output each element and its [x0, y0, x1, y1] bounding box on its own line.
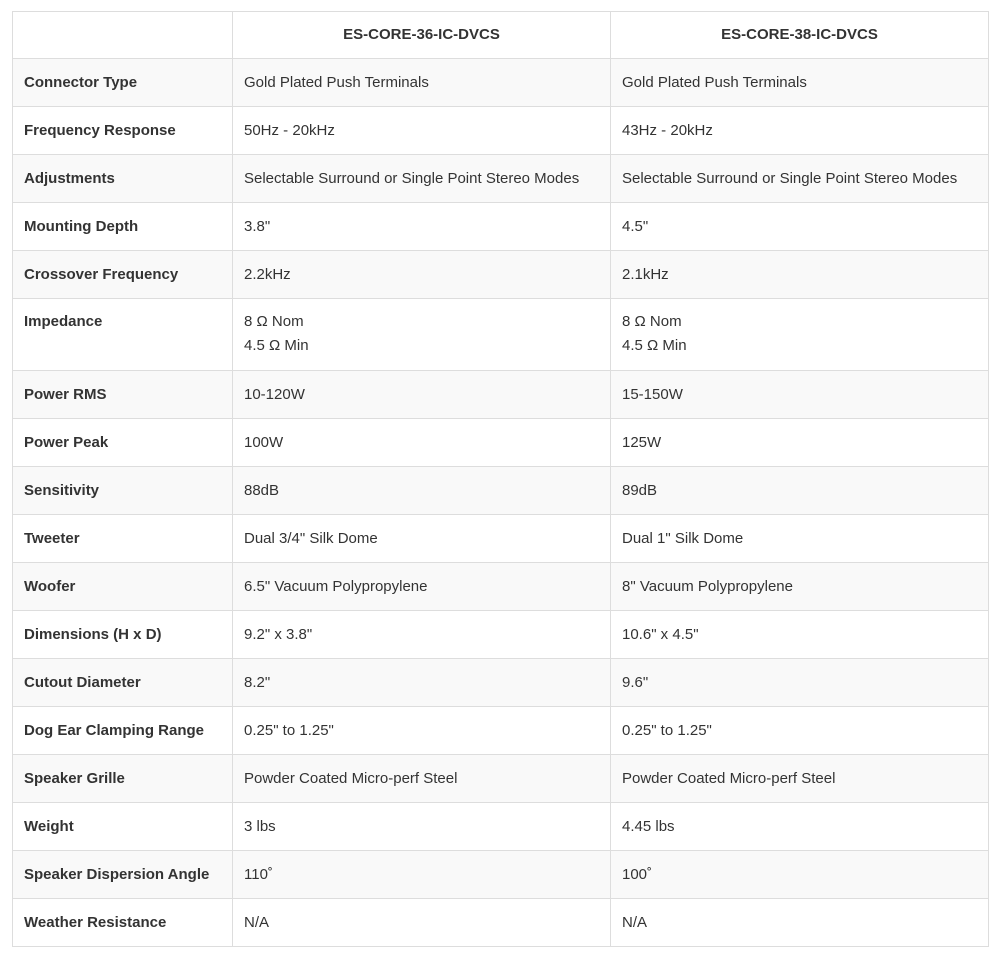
row-label: Dimensions (H x D)	[13, 611, 233, 659]
value-model-b: Dual 1" Silk Dome	[611, 515, 989, 563]
table-row	[13, 203, 989, 251]
table-row	[13, 299, 989, 371]
value-model-a: Dual 3/4" Silk Dome	[233, 515, 611, 563]
value-model-a: 10-120W	[233, 371, 611, 419]
row-label: Mounting Depth	[13, 203, 233, 251]
row-label: Adjustments	[13, 155, 233, 203]
table-row	[13, 611, 989, 659]
header-row	[13, 12, 989, 59]
value-model-a: 88dB	[233, 467, 611, 515]
table-row	[13, 59, 989, 107]
value-model-b: 89dB	[611, 467, 989, 515]
value-model-a	[233, 299, 611, 371]
table-row	[13, 155, 989, 203]
value-model-b: 4.45 lbs	[611, 803, 989, 851]
table-row	[13, 467, 989, 515]
value-model-a: Gold Plated Push Terminals	[233, 59, 611, 107]
value-model-a: Selectable Surround or Single Point Stereo Modes	[233, 155, 611, 203]
row-label: Weight	[13, 803, 233, 851]
header-corner-cell	[13, 12, 233, 59]
value-model-a: 50Hz - 20kHz	[233, 107, 611, 155]
value-model-a: 9.2" x 3.8"	[233, 611, 611, 659]
value-model-b: 43Hz - 20kHz	[611, 107, 989, 155]
table-row	[13, 899, 989, 947]
table-row	[13, 659, 989, 707]
table-row	[13, 419, 989, 467]
row-label: Crossover Frequency	[13, 251, 233, 299]
row-label: Sensitivity	[13, 467, 233, 515]
value-model-b: 4.5"	[611, 203, 989, 251]
table-row	[13, 755, 989, 803]
value-model-a: Powder Coated Micro-perf Steel	[233, 755, 611, 803]
row-label: Weather Resistance	[13, 899, 233, 947]
value-model-b: 0.25" to 1.25"	[611, 707, 989, 755]
row-label: Frequency Response	[13, 107, 233, 155]
value-model-a: 3.8"	[233, 203, 611, 251]
value-model-b: 2.1kHz	[611, 251, 989, 299]
table-body	[13, 59, 989, 947]
table-header	[13, 12, 989, 59]
value-model-b: 15-150W	[611, 371, 989, 419]
row-label: Dog Ear Clamping Range	[13, 707, 233, 755]
table-row	[13, 563, 989, 611]
value-model-a: 3 lbs	[233, 803, 611, 851]
value-model-b: Gold Plated Push Terminals	[611, 59, 989, 107]
value-line: 4.5 Ω Min	[622, 337, 687, 354]
value-model-b: 9.6"	[611, 659, 989, 707]
value-model-a: N/A	[233, 899, 611, 947]
value-model-b: Powder Coated Micro-perf Steel	[611, 755, 989, 803]
table-row	[13, 107, 989, 155]
value-model-a: 2.2kHz	[233, 251, 611, 299]
table-row	[13, 371, 989, 419]
value-model-b: 8" Vacuum Polypropylene	[611, 563, 989, 611]
value-model-b: 100˚	[611, 851, 989, 899]
row-label: Speaker Dispersion Angle	[13, 851, 233, 899]
value-model-a: 0.25" to 1.25"	[233, 707, 611, 755]
value-model-b: 125W	[611, 419, 989, 467]
value-model-a: 8.2"	[233, 659, 611, 707]
value-model-b	[611, 299, 989, 371]
value-model-a: 100W	[233, 419, 611, 467]
header-model-a: ES-CORE-36-IC-DVCS	[233, 12, 611, 59]
row-label: Tweeter	[13, 515, 233, 563]
value-line: 4.5 Ω Min	[244, 337, 309, 354]
row-label: Power Peak	[13, 419, 233, 467]
row-label: Woofer	[13, 563, 233, 611]
table-row	[13, 251, 989, 299]
value-model-a: 6.5" Vacuum Polypropylene	[233, 563, 611, 611]
value-line: 8 Ω Nom	[244, 313, 304, 330]
value-model-a: 110˚	[233, 851, 611, 899]
value-line: 8 Ω Nom	[622, 313, 682, 330]
row-label: Connector Type	[13, 59, 233, 107]
row-label: Power RMS	[13, 371, 233, 419]
table-row	[13, 803, 989, 851]
value-model-b: Selectable Surround or Single Point Stereo Modes	[611, 155, 989, 203]
row-label: Impedance	[13, 299, 233, 371]
table-row	[13, 515, 989, 563]
value-model-b: N/A	[611, 899, 989, 947]
table-row	[13, 707, 989, 755]
spec-comparison-table	[12, 11, 989, 947]
row-label: Speaker Grille	[13, 755, 233, 803]
header-model-b: ES-CORE-38-IC-DVCS	[611, 12, 989, 59]
table-row	[13, 851, 989, 899]
value-model-b: 10.6" x 4.5"	[611, 611, 989, 659]
row-label: Cutout Diameter	[13, 659, 233, 707]
